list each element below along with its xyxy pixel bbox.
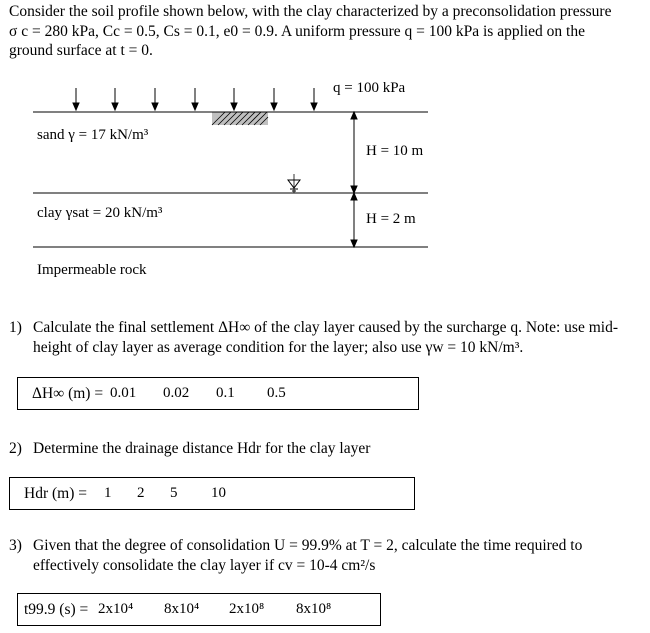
water-table-icon [288, 174, 300, 193]
question-2-number: 2) [9, 440, 22, 457]
surcharge-arrow [112, 88, 118, 110]
surcharge-arrow [192, 88, 198, 110]
question-3-option[interactable]: 8x10⁸ [296, 601, 332, 617]
surcharge-label: q = 100 kPa [333, 80, 406, 96]
surcharge-arrows [73, 88, 317, 110]
question-2-line-1: Determine the drainage distance Hdr for the clay layer [33, 440, 371, 457]
question-1-number: 1) [9, 319, 22, 336]
surcharge-arrow [271, 88, 277, 110]
clay-label: clay γsat = 20 kN/m³ [37, 205, 163, 221]
question-2-option[interactable]: 1 [104, 485, 112, 501]
clay-height-label: H = 2 m [366, 211, 416, 227]
question-1-line-1: Calculate the final settlement ΔH∞ of the clay layer caused by the surcharge q. Note: use mid- [33, 319, 618, 336]
ground-hatch [212, 112, 268, 125]
question-2-option[interactable]: 10 [211, 485, 226, 501]
surcharge-arrow [73, 88, 79, 110]
clay-dimension-arrow [351, 193, 357, 247]
question-2-answer-label: Hdr (m) = [24, 485, 87, 502]
question-3-option[interactable]: 2x10⁴ [98, 601, 134, 617]
question-1-option[interactable]: 0.1 [216, 385, 235, 401]
question-2-option[interactable]: 5 [170, 485, 178, 501]
surcharge-arrow [231, 88, 237, 110]
rock-label: Impermeable rock [37, 262, 147, 278]
question-1-option[interactable]: 0.02 [163, 385, 190, 401]
question-3-line-2: effectively consolidate the clay layer if cv = 10-4 cm²/s [33, 557, 376, 574]
question-3-line-1: Given that the degree of consolidation U = 99.9% at T = 2, calculate the time required to [33, 537, 583, 554]
question-2-answer-box[interactable] [9, 477, 415, 510]
question-1-line-2: height of clay layer as average condition for the layer; also use γw = 10 kN/m³. [33, 339, 524, 356]
question-1-answer-label: ΔH∞ (m) = [32, 385, 104, 402]
intro-line-1: Consider the soil profile shown below, with the clay characterized by a preconsolidation pressure [9, 3, 612, 20]
question-3-answer-box[interactable] [17, 593, 381, 626]
intro-line-2: σ c = 280 kPa, Cc = 0.5, Cs = 0.1, e0 = 0.9. A uniform pressure q = 100 kPa is applied on the [9, 22, 585, 40]
sand-dimension-arrow [351, 112, 357, 193]
question-3-answer-label: t99.9 (s) = [24, 601, 89, 618]
surcharge-arrow [311, 88, 317, 110]
sand-height-label: H = 10 m [366, 143, 424, 159]
sand-label: sand γ = 17 kN/m³ [37, 127, 149, 143]
question-1-option[interactable]: 0.5 [267, 385, 286, 401]
question-3-option[interactable]: 2x10⁸ [229, 601, 265, 617]
intro-line-3: ground surface at t = 0. [9, 42, 153, 59]
question-3-option[interactable]: 8x10⁴ [164, 601, 200, 617]
question-1-answer-box[interactable] [17, 377, 419, 410]
question-3-number: 3) [9, 537, 22, 554]
question-2-option[interactable]: 2 [137, 485, 145, 501]
surcharge-arrow [152, 88, 158, 110]
soil-profile-diagram [0, 0, 650, 300]
question-1-option[interactable]: 0.01 [110, 385, 137, 401]
